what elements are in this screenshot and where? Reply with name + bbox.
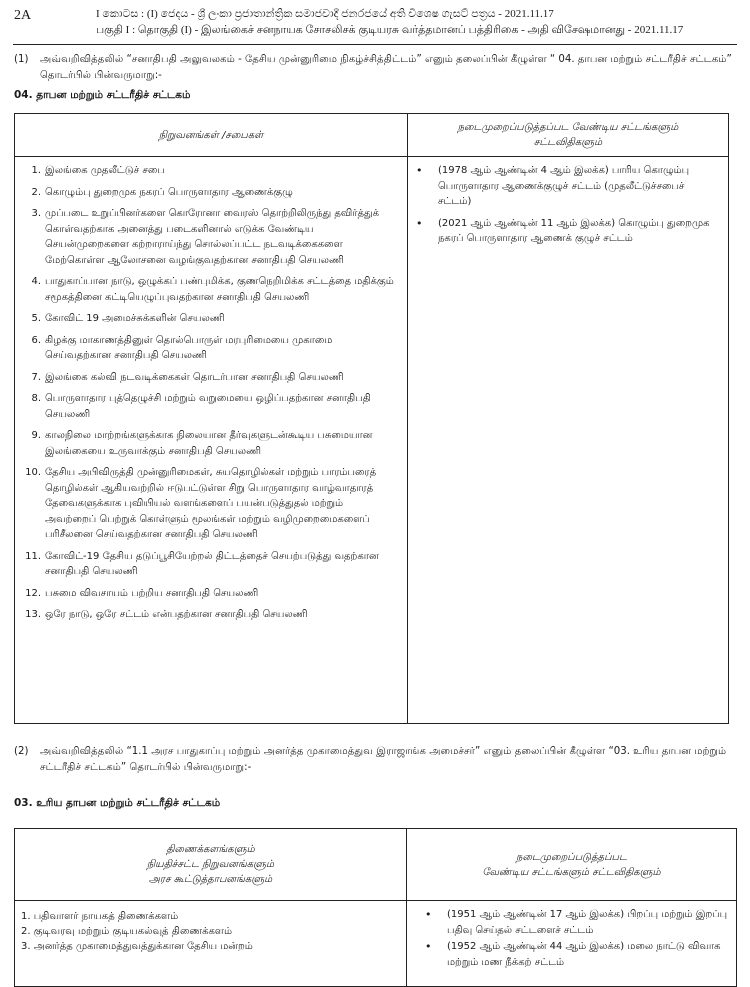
departments-cell <box>15 901 407 987</box>
list-item <box>417 907 730 939</box>
list-item <box>414 216 720 247</box>
bullet-icon: • <box>416 164 423 177</box>
list-item <box>23 370 397 386</box>
item-text: (1978 ஆம் ஆண்டின் 4 ஆம் இலக்க) பாரிய கொழும்பு பொருளாதார ஆணைக்குழுச் சட்டம் (முதலீட்டுச்சபைச் சட்டம்) <box>438 165 690 207</box>
column-header-text: நடைமுறைப்படுத்தப்பட வேண்டிய சட்டங்களும் சட்டவிதிகளும் <box>457 122 679 148</box>
item-text: கோவிட் 19 அமைச்சுக்களின் செயலணி <box>45 313 225 324</box>
item-number: 11. <box>25 550 41 562</box>
item-text: இலங்கை கல்வி நடவடிக்கைகள் தொடர்பான சனாதிபதி செயலணி <box>45 371 344 383</box>
list-item <box>23 586 397 602</box>
institutions-table-1 <box>14 113 729 724</box>
paragraph-number: (2) <box>14 746 29 757</box>
laws-list <box>408 157 728 247</box>
list-item <box>23 465 397 543</box>
list-item: 1. பதிவாளர் நாயகத் திணைக்களம் <box>21 911 179 922</box>
list-item <box>23 333 397 364</box>
column-header-departments <box>15 829 407 901</box>
laws-list <box>407 901 736 971</box>
list-item <box>23 391 397 422</box>
list-item <box>23 163 397 179</box>
column-header-institutions <box>15 114 408 157</box>
bullet-icon: • <box>425 940 432 953</box>
list-item <box>23 428 397 459</box>
item-text: இலங்கை முதலீட்டுச் சபை <box>45 165 165 176</box>
page-number: 2A <box>14 8 32 23</box>
item-number: 2. <box>31 186 41 198</box>
item-number: 4. <box>31 276 41 287</box>
item-number: 9. <box>31 430 41 441</box>
gazette-header-tamil: பகுதி I : தொகுதி (I) - இலங்கைச் சனநாயக சோசலிசக் குடியரசு வர்த்தமானப் பத்திரிகை - அதி விசேஷமானது - 2021.11.17 <box>96 24 684 36</box>
header-rule <box>13 44 737 45</box>
institutions-list <box>15 157 407 623</box>
laws-cell <box>407 901 737 987</box>
item-number: 7. <box>31 371 41 383</box>
bullet-icon: • <box>416 216 423 230</box>
item-text: கிழக்கு மாகாணத்தினுள் தொல்பொருள் மரபுரிமையை முகாமை செய்வதற்கான சனாதிபதி செயலணி <box>45 334 333 361</box>
institutions-table-2 <box>14 828 737 987</box>
institutions-cell <box>15 157 408 724</box>
list-item: 3. அனர்த்த முகாமைத்துவத்துக்கான தேசிய மன்றம் <box>21 941 253 952</box>
list-item <box>23 311 397 327</box>
paragraph-text: அவ்வறிவித்தலில் “சனாதிபதி அலுவலகம் - தேசிய முன்னுரிமை நிகழ்ச்சித்திட்டம்” எனும் தலைப்பின் கீழுள்ள “ 04. தாபன மற்றும் சட்டரீதிச் சட்டகம்” தொடர்பில் பின்வருமாறு:- <box>40 54 732 81</box>
column-header-line: திணைக்களங்களும் <box>166 844 255 855</box>
paragraph-2 <box>14 744 736 778</box>
gazette-header-sinhala: I කොටස : (I) ජෙදය - ශ්‍රී ලංකා ප්‍රජාතාන්ත්‍රික සමාජවාදී ජනරජයේ අති විශෙෂ ගැසට් පත්‍රය - 2021.11.17 <box>96 8 554 20</box>
item-text: ஒரே நாடு, ஒரே சட்டம் என்பதற்கான சனாதிபதி செயலணி <box>45 609 308 620</box>
section-title: 04. தாபன மற்றும் சட்டரீதிச் சட்டகம் <box>14 89 191 101</box>
item-text: (1951 ஆம் ஆண்டின் 17 ஆம் இலக்க) பிறப்பு மற்றும் இறப்பு பதிவு செய்தல் சட்டளைச் சட்டம் <box>447 909 728 936</box>
list-item <box>414 163 720 210</box>
column-header-laws <box>407 829 737 901</box>
item-number: 6. <box>31 334 41 346</box>
item-text: பாதுகாப்பான நாடு, ஒழுக்கப் பண்புமிக்க, குணநெறிமிக்க சட்டத்தை மதிக்கும் சமூகத்தினை கட்டியெழுப்புவதற்கான சனாதிபதி செயலணி <box>45 276 394 303</box>
item-text: பொருளாதார புத்தெழுச்சி மற்றும் வறுமையை ஒழிப்பதற்கான சனாதிபதி செயலணி <box>45 393 371 420</box>
item-number: 3. <box>31 208 41 219</box>
item-text: காலநிலை மாற்றங்களுக்காக நிலையான தீர்வுகளுடன்கூடிய பசுமையான இலங்கையை உருவாக்கும் சனாதிபதி செயலணி <box>45 430 373 457</box>
item-text: (1952 ஆம் ஆண்டின் 44 ஆம் இலக்க) மலை நாட்டு விவாக மற்றும் மண நீக்கற் சட்டம் <box>447 941 721 968</box>
column-header-line: நடைமுறைப்படுத்தப்பட <box>516 851 627 863</box>
departments-list <box>15 901 406 954</box>
item-number: 1. <box>31 165 41 176</box>
item-text: (2021 ஆம் ஆண்டின் 11 ஆம் இலக்க) கொழும்பு துறைமுக நகரப் பொருளாதார ஆணைக் குழுச் சட்டம் <box>438 217 710 244</box>
list-item <box>23 185 397 201</box>
item-text: பசுமை விவசாயம் பற்றிய சனாதிபதி செயலணி <box>45 587 259 599</box>
item-number: 13. <box>25 609 41 620</box>
laws-cell <box>408 157 729 724</box>
column-header-line: அரச கூட்டுத்தாபனங்களும் <box>148 874 273 885</box>
column-header-laws <box>408 114 729 157</box>
column-header-line: வேண்டிய சட்டங்களும் சட்டவிதிகளும் <box>482 866 661 878</box>
bullet-icon: • <box>425 908 432 921</box>
paragraph-1 <box>14 52 736 86</box>
list-item <box>23 206 397 268</box>
column-header-line: நியதிச்சட்ட நிறுவனங்களும் <box>146 859 275 870</box>
list-item <box>417 939 730 971</box>
column-header-text: நிறுவனங்கள் /சபைகள் <box>158 129 264 141</box>
list-item <box>23 549 397 580</box>
item-number: 10. <box>25 467 41 478</box>
item-text: தேசிய அபிவிருத்தி முன்னுரிமைகள், சுயதொழில்கள் மற்றும் பாரம்பரைத் தொழில்கள் ஆகியவற்றில் ஈடுபட்டுள்ள சிறு பொருளாதார வாழ்வாதாரத் தேவைகளுக்காக புவியியல் வளங்களைப் பயன்படுத்துதல் மற்றும் அவற்றைப் பெற்றுக் கொள்ளும் மூலங்கள் மற்றும் வழிமுறைமைகளைப் பரிசீலனை செய்வதற்கான சனாதிபதி செயலணி <box>45 467 377 540</box>
item-number: 5. <box>31 313 41 324</box>
item-text: கோவிட்-19 தேசிய தடுப்பூசியேற்றல் திட்டத்தைச் செயற்படுத்து வதற்கான சனாதிபதி செயலணி <box>45 550 379 577</box>
paragraph-text: அவ்வறிவித்தலில் “1.1 அரச பாதுகாப்பு மற்றும் அனர்த்த முகாமைத்துவ இராஜாங்க அமைச்சர்” எனும் தலைப்பின் கீழுள்ள “03. உரிய தாபன மற்றும் சட்டரீதிச் சட்டகம்” தொடர்பில் பின்வருமாறு:- <box>40 746 727 773</box>
list-item: 2. குடிவரவு மற்றும் குடியகல்வுத் திணைக்களம் <box>21 926 232 937</box>
item-number: 12. <box>25 587 41 599</box>
paragraph-number: (1) <box>14 54 29 65</box>
list-item <box>23 607 397 623</box>
item-text: முப்படை உறுப்பினர்களை கொரோனா வைரஸ் தொற்றிலிருந்து தவிர்த்துக் கொள்வதற்காக அனைத்து படைகளினால் எடுக்க வேண்டிய செயன்முறைகளை கற்றாராய்ந்து சொல்லப்பட்ட நடவடிக்கைகளை மேற்கொள்ள ஆலோசனை வழங்குவதற்கான சனாதிபதி செயலணி <box>45 208 380 266</box>
item-text: கொழும்பு துறைமுக நகரப் பொருளாதார ஆணைக்குழு <box>45 186 293 198</box>
list-item <box>23 274 397 305</box>
section-title: 03. உரிய தாபன மற்றும் சட்டரீதிச் சட்டகம் <box>14 797 221 809</box>
item-number: 8. <box>31 393 41 404</box>
